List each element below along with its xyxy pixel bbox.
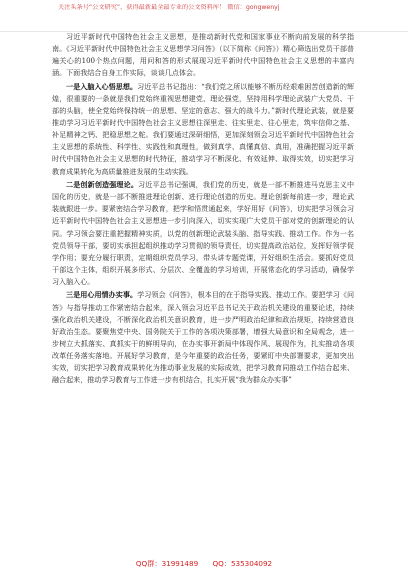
paragraph-text: 习近平总书记强调，我们党的历史，就是一部不断推进马克思主义中国化的历史，就是一部不断推进理论创新、进行理论创造的历史。理论创新每前进一步，理论武装就跟进一步。要紧密结合学习教育，把学和悟贯通起来，学好用好《问答》，切实把学习领会习近平新时代中国特色社会主义思想进一步引向深入，切实实现广大党员干部对党的创新理论的认同。学习领会要注重把握精神实质，以党的创新理论武装头脑、指导实践、推动工作。作为一名党员领导干部，要切实承担起组织推动学习贯彻的领导责任，切实提高政治站位，发挥好领学促学作用；要充分履行职责，定期组织党员学习，带头讲专题党课，开好组织生活会。要抓好党员干部这个主体，组织开展多形式、分层次、全覆盖的学习培训，开展常态化的学习活动，确保学习入脑入心。 <box>52 180 354 286</box>
paragraph-text: 学习领会《问答》，根本目的在于指导实践、推动工作。要把学习《问答》与指导推动工作紧密结合起来，深入领会习近平总书记关于政治机关建设的重要论述，持续强化政治机关建设，不断深化政治机关意识教育，进一步严明政治纪律和政治规矩，持续营造良好政治生态。要聚焦党中央、国务院关于工作的各项决策部署，增强大局意识和全局观念，进一步树立大抓落实、真抓实干的鲜明导向，在办实事开新局中体现作风、展现作为，扎实推动各项改革任务落实落地。开展好学习教育，是今年重要的政治任务，要紧盯中央部署要求，更加突出实效，切实把学习教育成果转化为推动事业发展的实际成效，把学习教育同推动工作结合起来、融合起来，推动学习教育与工作进一步有机结合，扎实开展“我为群众办实事” <box>52 290 354 385</box>
paragraph-lead: 二是创新创造强理论。 <box>66 180 139 190</box>
header-banner <box>0 0 408 32</box>
footer-contact <box>0 556 408 572</box>
paragraph-text: 习近平总书记指出：“我们党之所以能够不断历经艰难困苦创造新的辉煌，很重要的一条就是我们党始终重视思想建党、理论强党，坚持用科学理论武装广大党员、干部的头脑，使全党始终保持统一的思想、坚定的意志、强大的战斗力。”新时代理论武装，就是要推动学习习近平新时代中国特色社会主义思想往深里走、往实里走、往心里走，筑牢信仰之基、补足精神之钙、把稳思想之舵。我们要通过深研细悟，更加深刻领会习近平新时代中国特色社会主义思想的系统性、科学性、实践性和真理性，做到真学、真懂真信、真用，准确把握习近平新时代中国特色社会主义思想的时代特征，推动学习不断深化、有效延伸、取得实效，切实把学习教育成果转化为高质量推进发展的生动实践。 <box>52 81 354 176</box>
paragraph-intro <box>52 31 354 79</box>
paragraph-section-2 <box>52 179 354 288</box>
paragraph-section-3 <box>52 289 354 386</box>
paragraph-section-1 <box>52 81 354 178</box>
footer-qq: QQ：535304092 <box>212 559 273 568</box>
paragraph-text: 习近平新时代中国特色社会主义思想，是推动新时代党和国家事业不断向前发展的科学指南。《习近平新时代中国特色社会主义思想学习问答》（以下简称《问答》）精心筛选出党员干部普遍关心的100个热点问题，用问和答的形式展现习近平新时代中国特色社会主义思想的丰富内涵。下面我结合自身工作实际，谈谈几点体会。 <box>52 32 354 78</box>
footer-qq-group: QQ群：31991489 <box>135 559 199 568</box>
paragraph-lead: 三是用心用情办实事。 <box>66 290 138 300</box>
document-body <box>52 31 354 388</box>
paragraph-lead: 一是入脑入心悟思想。 <box>66 81 138 91</box>
header-promo-text: 关注头条号“公文研究”，获得最新最全最专业的公文资料库！ 微信：gongwenyj <box>58 4 280 11</box>
